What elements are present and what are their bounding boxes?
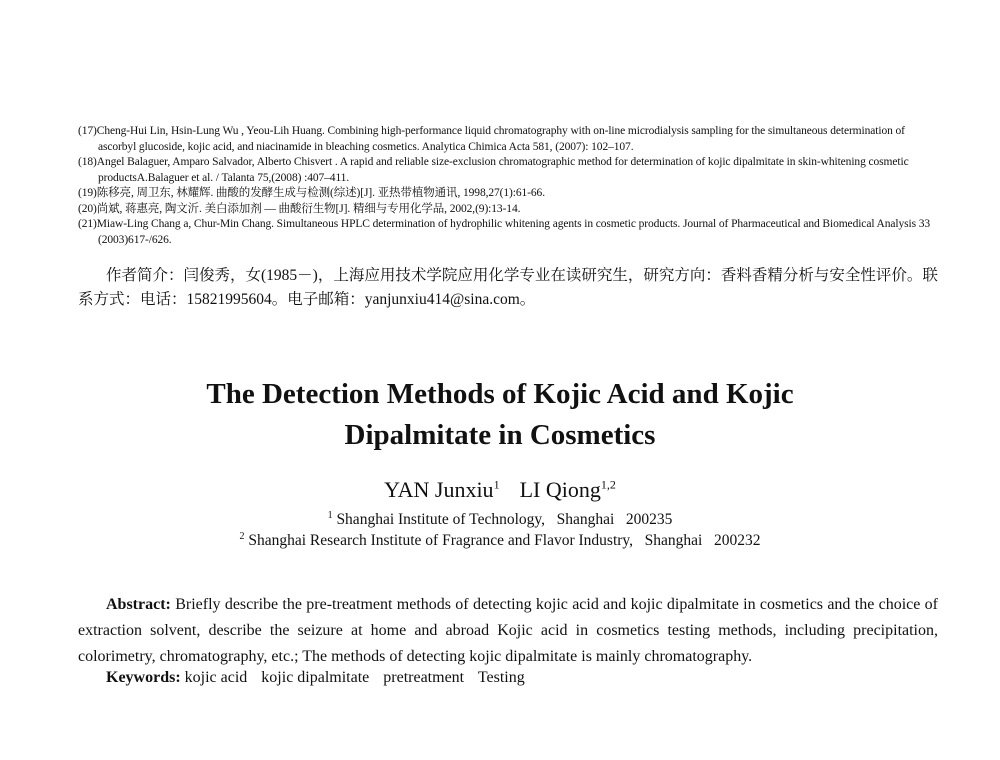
reference-21: (21)Miaw-Ling Chang a, Chur-Min Chang. Simultaneous HPLC determination of hydrophilic whitening agents in cosmetic products. Journal of Pharmaceutical and Biomedical Analysis 33 (2003)617-/626. — [78, 218, 931, 246]
author-affiliation-mark: 1 — [493, 477, 500, 492]
reference-list — [78, 124, 938, 248]
keyword: kojic acid — [184, 669, 248, 686]
affiliation-mark: 2 — [239, 530, 245, 542]
paper-title — [0, 374, 1000, 456]
affiliation-text: Shanghai Institute of Technology, Shanghai 200235 — [336, 511, 673, 528]
abstract-label: Abstract: — [106, 596, 171, 613]
reference-17: (17)Cheng-Hui Lin, Hsin-Lung Wu , Yeou-Lih Huang. Combining high-performance liquid chromatography with on-line microdialysis sampling for the simultaneous determination of ascorbyl glucoside, kojic acid, and niacinamide in bleaching cosmetics. Analytica Chimica Acta 581, (2007): 102–107. — [78, 125, 905, 153]
author-biography — [78, 264, 938, 312]
title-line-2: Dipalmitate in Cosmetics — [344, 419, 656, 451]
title-line-1: The Detection Methods of Kojic Acid and Kojic — [206, 378, 794, 410]
author-name: LI Qiong — [519, 477, 601, 502]
keyword: Testing — [477, 669, 525, 686]
author-name: YAN Junxiu — [384, 477, 494, 502]
affiliation-1 — [0, 510, 1000, 530]
author-line — [0, 476, 1000, 504]
reference-20: (20)尚斌, 蒋惠亮, 陶文沂. 美白添加剂 — 曲酸衍生物[J]. 精细与专用化学品, 2002,(9):13-14. — [78, 202, 521, 215]
author-affiliation-mark: 1,2 — [600, 477, 616, 492]
affiliation-mark: 1 — [327, 509, 333, 521]
affiliation-2 — [0, 531, 1000, 551]
abstract — [78, 592, 938, 670]
keyword: kojic dipalmitate — [261, 669, 370, 686]
reference-18: (18)Angel Balaguer, Amparo Salvador, Alberto Chisvert . A rapid and reliable size-exclusion chromatographic method for determination of kojic dipalmitate in skin-whitening cosmetic productsA.Balaguer et al. / Talanta 75,(2008) :407–411. — [78, 156, 909, 184]
keyword: pretreatment — [383, 669, 465, 686]
affiliation-text: Shanghai Research Institute of Fragrance and Flavor Industry, Shanghai 200232 — [248, 532, 761, 549]
keywords-label: Keywords: — [106, 669, 181, 686]
author-biography-text: 作者简介：闫俊秀，女(1985－)，上海应用技术学院应用化学专业在读研究生，研究方向：香料香精分析与安全性评价。联系方式：电话：15821995604。电子邮箱：yanjunxiu414@sina.com。 — [78, 267, 938, 308]
abstract-text: Briefly describe the pre-treatment methods of detecting kojic acid and kojic dipalmitate in cosmetics and the choice of extraction solvent, describe the seizure at home and abroad Kojic acid in cosmetics testing methods, including precipitation, colorimetry, chromatography, etc.; The methods of detecting kojic dipalmitate is mainly chromatography. — [78, 596, 938, 665]
reference-19: (19)陈移亮, 周卫东, 林耀辉. 曲酸的发酵生成与检测(综述)[J]. 亚热带植物通讯, 1998,27(1):61-66. — [78, 187, 545, 199]
keywords — [106, 666, 936, 690]
